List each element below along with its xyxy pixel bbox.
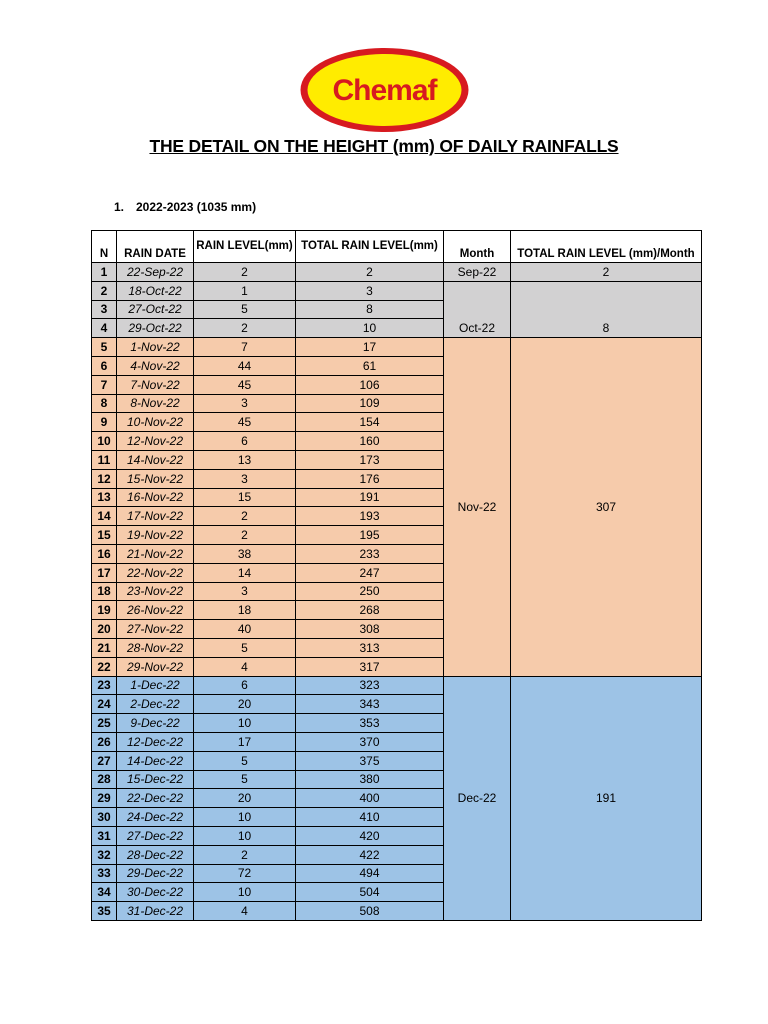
table-row — [92, 263, 702, 282]
row-total-rain-level: 106 — [296, 375, 444, 394]
row-rain-level: 6 — [194, 432, 296, 451]
row-total-rain-level: 313 — [296, 638, 444, 657]
table-row — [92, 281, 702, 300]
row-rain-date: 7-Nov-22 — [117, 375, 194, 394]
row-n: 32 — [92, 845, 117, 864]
row-rain-level: 10 — [194, 714, 296, 733]
row-total-rain-level: 380 — [296, 770, 444, 789]
row-total-rain-level: 504 — [296, 883, 444, 902]
row-total-rain-level: 508 — [296, 902, 444, 921]
row-rain-date: 8-Nov-22 — [117, 394, 194, 413]
row-rain-date: 22-Sep-22 — [117, 263, 194, 282]
row-rain-level: 45 — [194, 375, 296, 394]
row-rain-level: 5 — [194, 770, 296, 789]
row-total-rain-level: 375 — [296, 751, 444, 770]
row-total-rain-level: 268 — [296, 601, 444, 620]
row-total-rain-level: 422 — [296, 845, 444, 864]
row-n: 29 — [92, 789, 117, 808]
row-total-rain-level: 191 — [296, 488, 444, 507]
section-label: 2022-2023 (1035 mm) — [136, 200, 257, 214]
row-n: 13 — [92, 488, 117, 507]
row-total-rain-level: 247 — [296, 563, 444, 582]
row-n: 20 — [92, 620, 117, 639]
row-total-rain-level: 323 — [296, 676, 444, 695]
row-rain-date: 27-Dec-22 — [117, 826, 194, 845]
row-rain-date: 12-Nov-22 — [117, 432, 194, 451]
row-total-rain-level: 317 — [296, 657, 444, 676]
row-total-rain-level: 370 — [296, 732, 444, 751]
header-n: N — [92, 231, 117, 263]
row-rain-level: 14 — [194, 563, 296, 582]
row-rain-level: 5 — [194, 638, 296, 657]
header-rain-date: RAIN DATE — [117, 231, 194, 263]
row-total-rain-level: 410 — [296, 808, 444, 827]
logo-text: Chemaf — [332, 74, 437, 107]
row-rain-level: 4 — [194, 902, 296, 921]
row-n: 10 — [92, 432, 117, 451]
row-rain-level: 45 — [194, 413, 296, 432]
month-total-cell: 8 — [511, 281, 702, 337]
row-n: 19 — [92, 601, 117, 620]
row-n: 6 — [92, 356, 117, 375]
row-total-rain-level: 195 — [296, 526, 444, 545]
row-total-rain-level: 8 — [296, 300, 444, 319]
row-rain-level: 5 — [194, 300, 296, 319]
row-rain-level: 44 — [194, 356, 296, 375]
row-rain-date: 1-Nov-22 — [117, 338, 194, 357]
row-rain-date: 4-Nov-22 — [117, 356, 194, 375]
header-month: Month — [444, 231, 511, 263]
chemaf-logo — [298, 45, 471, 135]
row-n: 30 — [92, 808, 117, 827]
table-row — [92, 338, 702, 357]
row-rain-level: 3 — [194, 469, 296, 488]
row-rain-date: 2-Dec-22 — [117, 695, 194, 714]
header-rain-level: RAIN LEVEL(mm) — [194, 231, 296, 263]
row-rain-level: 5 — [194, 751, 296, 770]
row-rain-date: 16-Nov-22 — [117, 488, 194, 507]
month-cell: Dec-22 — [444, 676, 511, 920]
row-n: 23 — [92, 676, 117, 695]
row-rain-level: 13 — [194, 450, 296, 469]
row-n: 4 — [92, 319, 117, 338]
row-rain-date: 22-Dec-22 — [117, 789, 194, 808]
row-n: 18 — [92, 582, 117, 601]
row-n: 25 — [92, 714, 117, 733]
row-rain-date: 27-Nov-22 — [117, 620, 194, 639]
row-rain-level: 1 — [194, 281, 296, 300]
month-total-cell: 2 — [511, 263, 702, 282]
row-rain-date: 17-Nov-22 — [117, 507, 194, 526]
row-n: 11 — [92, 450, 117, 469]
row-rain-date: 18-Oct-22 — [117, 281, 194, 300]
row-rain-level: 2 — [194, 319, 296, 338]
row-rain-level: 2 — [194, 845, 296, 864]
row-rain-date: 15-Dec-22 — [117, 770, 194, 789]
row-total-rain-level: 61 — [296, 356, 444, 375]
row-total-rain-level: 250 — [296, 582, 444, 601]
month-cell: Sep-22 — [444, 263, 511, 282]
row-total-rain-level: 176 — [296, 469, 444, 488]
row-rain-date: 30-Dec-22 — [117, 883, 194, 902]
table-row — [92, 676, 702, 695]
month-cell: Nov-22 — [444, 338, 511, 676]
row-total-rain-level: 494 — [296, 864, 444, 883]
row-rain-level: 3 — [194, 394, 296, 413]
row-rain-level: 17 — [194, 732, 296, 751]
row-n: 27 — [92, 751, 117, 770]
row-rain-level: 10 — [194, 808, 296, 827]
month-total-cell: 191 — [511, 676, 702, 920]
row-rain-date: 31-Dec-22 — [117, 902, 194, 921]
row-rain-level: 6 — [194, 676, 296, 695]
section-number: 1. — [114, 200, 125, 214]
row-n: 1 — [92, 263, 117, 282]
row-rain-date: 29-Nov-22 — [117, 657, 194, 676]
row-rain-level: 4 — [194, 657, 296, 676]
row-n: 22 — [92, 657, 117, 676]
row-n: 26 — [92, 732, 117, 751]
row-rain-level: 20 — [194, 789, 296, 808]
row-total-rain-level: 193 — [296, 507, 444, 526]
header-total-rain-level: TOTAL RAIN LEVEL(mm) — [296, 231, 444, 263]
row-rain-date: 29-Oct-22 — [117, 319, 194, 338]
row-total-rain-level: 400 — [296, 789, 444, 808]
row-rain-level: 3 — [194, 582, 296, 601]
row-n: 16 — [92, 544, 117, 563]
row-rain-level: 40 — [194, 620, 296, 639]
row-n: 14 — [92, 507, 117, 526]
row-rain-date: 23-Nov-22 — [117, 582, 194, 601]
row-rain-date: 10-Nov-22 — [117, 413, 194, 432]
row-total-rain-level: 2 — [296, 263, 444, 282]
row-rain-level: 20 — [194, 695, 296, 714]
row-total-rain-level: 17 — [296, 338, 444, 357]
row-n: 21 — [92, 638, 117, 657]
row-n: 33 — [92, 864, 117, 883]
row-rain-date: 14-Nov-22 — [117, 450, 194, 469]
row-n: 3 — [92, 300, 117, 319]
row-rain-date: 1-Dec-22 — [117, 676, 194, 695]
row-n: 34 — [92, 883, 117, 902]
row-rain-level: 7 — [194, 338, 296, 357]
row-total-rain-level: 154 — [296, 413, 444, 432]
row-rain-date: 24-Dec-22 — [117, 808, 194, 827]
row-n: 15 — [92, 526, 117, 545]
row-rain-date: 26-Nov-22 — [117, 601, 194, 620]
row-rain-date: 15-Nov-22 — [117, 469, 194, 488]
row-rain-date: 19-Nov-22 — [117, 526, 194, 545]
row-n: 8 — [92, 394, 117, 413]
row-rain-level: 72 — [194, 864, 296, 883]
row-rain-level: 10 — [194, 826, 296, 845]
row-total-rain-level: 10 — [296, 319, 444, 338]
row-total-rain-level: 343 — [296, 695, 444, 714]
section-heading — [114, 200, 256, 214]
month-total-cell: 307 — [511, 338, 702, 676]
row-n: 35 — [92, 902, 117, 921]
document-title: THE DETAIL ON THE HEIGHT (mm) OF DAILY RAINFALLS — [149, 136, 619, 156]
row-rain-level: 2 — [194, 507, 296, 526]
row-rain-date: 28-Nov-22 — [117, 638, 194, 657]
row-total-rain-level: 160 — [296, 432, 444, 451]
rainfall-table — [91, 230, 702, 921]
header-total-month: TOTAL RAIN LEVEL (mm)/Month — [511, 231, 702, 263]
table-body — [92, 263, 702, 921]
row-rain-level: 38 — [194, 544, 296, 563]
row-rain-level: 18 — [194, 601, 296, 620]
table-header-row — [92, 231, 702, 263]
row-n: 12 — [92, 469, 117, 488]
row-rain-level: 2 — [194, 263, 296, 282]
row-total-rain-level: 3 — [296, 281, 444, 300]
row-total-rain-level: 308 — [296, 620, 444, 639]
row-rain-level: 15 — [194, 488, 296, 507]
row-n: 24 — [92, 695, 117, 714]
row-n: 7 — [92, 375, 117, 394]
row-total-rain-level: 173 — [296, 450, 444, 469]
row-rain-date: 29-Dec-22 — [117, 864, 194, 883]
row-total-rain-level: 420 — [296, 826, 444, 845]
row-rain-date: 22-Nov-22 — [117, 563, 194, 582]
row-rain-level: 10 — [194, 883, 296, 902]
row-n: 9 — [92, 413, 117, 432]
row-total-rain-level: 109 — [296, 394, 444, 413]
row-n: 5 — [92, 338, 117, 357]
row-n: 2 — [92, 281, 117, 300]
row-rain-date: 12-Dec-22 — [117, 732, 194, 751]
row-n: 28 — [92, 770, 117, 789]
row-rain-date: 21-Nov-22 — [117, 544, 194, 563]
row-rain-date: 28-Dec-22 — [117, 845, 194, 864]
row-rain-date: 9-Dec-22 — [117, 714, 194, 733]
row-total-rain-level: 353 — [296, 714, 444, 733]
row-n: 17 — [92, 563, 117, 582]
row-rain-date: 14-Dec-22 — [117, 751, 194, 770]
row-rain-level: 2 — [194, 526, 296, 545]
row-n: 31 — [92, 826, 117, 845]
month-cell: Oct-22 — [444, 281, 511, 337]
row-rain-date: 27-Oct-22 — [117, 300, 194, 319]
row-total-rain-level: 233 — [296, 544, 444, 563]
